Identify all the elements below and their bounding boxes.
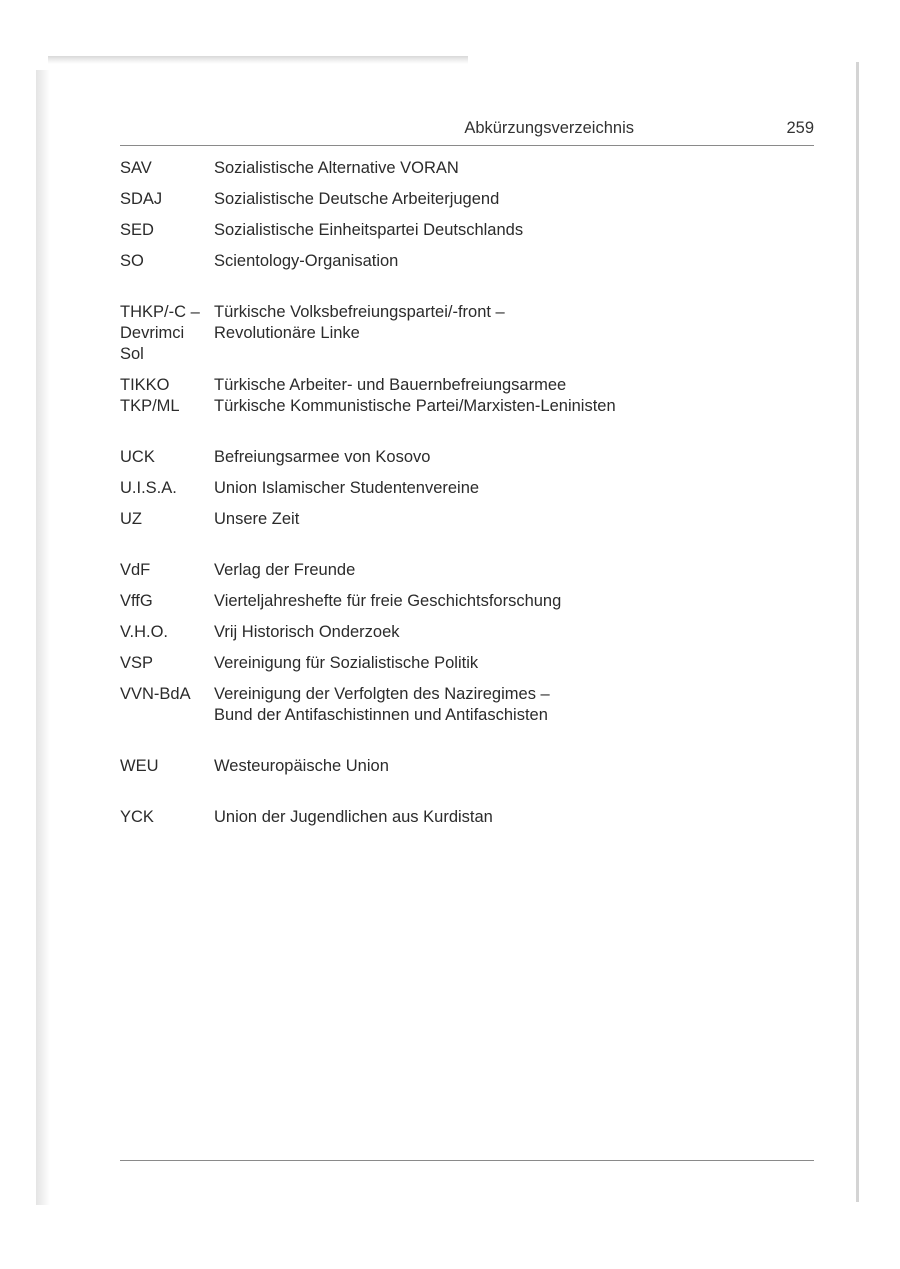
abbreviation-entry: [120, 302, 820, 365]
abbreviation-definition: Westeuropäische Union: [214, 757, 389, 775]
abbreviation-term: SDAJ: [120, 190, 163, 208]
abbreviation-definition: Sozialistische Alternative VORAN: [214, 159, 459, 177]
abbreviation-term: UCK: [120, 448, 155, 466]
abbreviation-entry: [120, 189, 820, 210]
abbreviation-term: VdF: [120, 561, 151, 579]
abbreviation-list: [120, 158, 820, 858]
abbreviation-definition: Unsere Zeit: [214, 510, 300, 528]
abbreviation-definition: Verlag der Freunde: [214, 561, 356, 579]
abbreviation-term: WEU: [120, 757, 159, 775]
abbreviation-definition: Sozialistische Deutsche Arbeiterjugend: [214, 190, 500, 208]
page-number: 259: [786, 119, 814, 137]
abbreviation-group: [120, 560, 820, 726]
abbreviation-entry: [120, 251, 820, 272]
abbreviation-term: TKP/ML: [120, 397, 180, 415]
abbreviation-term: UZ: [120, 510, 142, 528]
abbreviation-term: U.I.S.A.: [120, 479, 177, 497]
abbreviation-definition: Vereinigung der Verfolgten des Naziregimes – Bund der Antifaschistinnen und Antifaschisten: [214, 685, 550, 724]
abbreviation-group: [120, 756, 820, 777]
abbreviation-definition: Befreiungsarmee von Kosovo: [214, 448, 431, 466]
abbreviation-group: [120, 302, 820, 417]
abbreviation-entry: [120, 807, 820, 828]
abbreviation-term: VVN-BdA: [120, 685, 191, 703]
abbreviation-definition: Türkische Volksbefreiungspartei/-front – Revolutionäre Linke: [214, 303, 505, 342]
running-title: Abkürzungsverzeichnis: [464, 119, 634, 137]
abbreviation-entry: [120, 447, 820, 468]
scan-edge-right: [856, 62, 859, 1202]
abbreviation-term: TIKKO: [120, 376, 170, 394]
abbreviation-entry: [120, 560, 820, 581]
scan-edge-left: [36, 70, 50, 1205]
abbreviation-definition: Vierteljahreshefte für freie Geschichtsforschung: [214, 592, 562, 610]
footer-rule: [120, 1160, 814, 1161]
abbreviation-entry: [120, 509, 820, 530]
abbreviation-definition: Vereinigung für Sozialistische Politik: [214, 654, 479, 672]
abbreviation-entry: [120, 591, 820, 612]
abbreviation-entry: [120, 756, 820, 777]
abbreviation-entry: [120, 375, 820, 396]
abbreviation-group: [120, 158, 820, 272]
abbreviation-term: SAV: [120, 159, 152, 177]
abbreviation-term: THKP/-C – Devrimci Sol: [120, 303, 200, 363]
abbreviation-definition: Türkische Kommunistische Partei/Marxisten-Leninisten: [214, 397, 616, 415]
abbreviation-group: [120, 447, 820, 530]
abbreviation-term: VffG: [120, 592, 153, 610]
abbreviation-term: V.H.O.: [120, 623, 168, 641]
abbreviation-definition: Union Islamischer Studentenvereine: [214, 479, 480, 497]
abbreviation-term: VSP: [120, 654, 154, 672]
abbreviation-entry: [120, 653, 820, 674]
header-rule: [120, 145, 814, 146]
abbreviation-group: [120, 807, 820, 828]
abbreviation-entry: [120, 478, 820, 499]
abbreviation-entry: [120, 622, 820, 643]
abbreviation-definition: Scientology-Organisation: [214, 252, 399, 270]
abbreviation-entry: [120, 158, 820, 179]
abbreviation-entry: [120, 220, 820, 241]
abbreviation-term: SO: [120, 252, 144, 270]
abbreviation-term: SED: [120, 221, 154, 239]
abbreviation-entry: [120, 396, 820, 417]
abbreviation-entry: [120, 684, 820, 726]
abbreviation-definition: Union der Jugendlichen aus Kurdistan: [214, 808, 493, 826]
abbreviation-definition: Vrij Historisch Onderzoek: [214, 623, 400, 641]
abbreviation-definition: Türkische Arbeiter- und Bauernbefreiungsarmee: [214, 376, 567, 394]
abbreviation-term: YCK: [120, 808, 154, 826]
scan-edge-top: [48, 56, 468, 64]
page-header: [120, 117, 814, 141]
abbreviation-definition: Sozialistische Einheitspartei Deutschlands: [214, 221, 524, 239]
